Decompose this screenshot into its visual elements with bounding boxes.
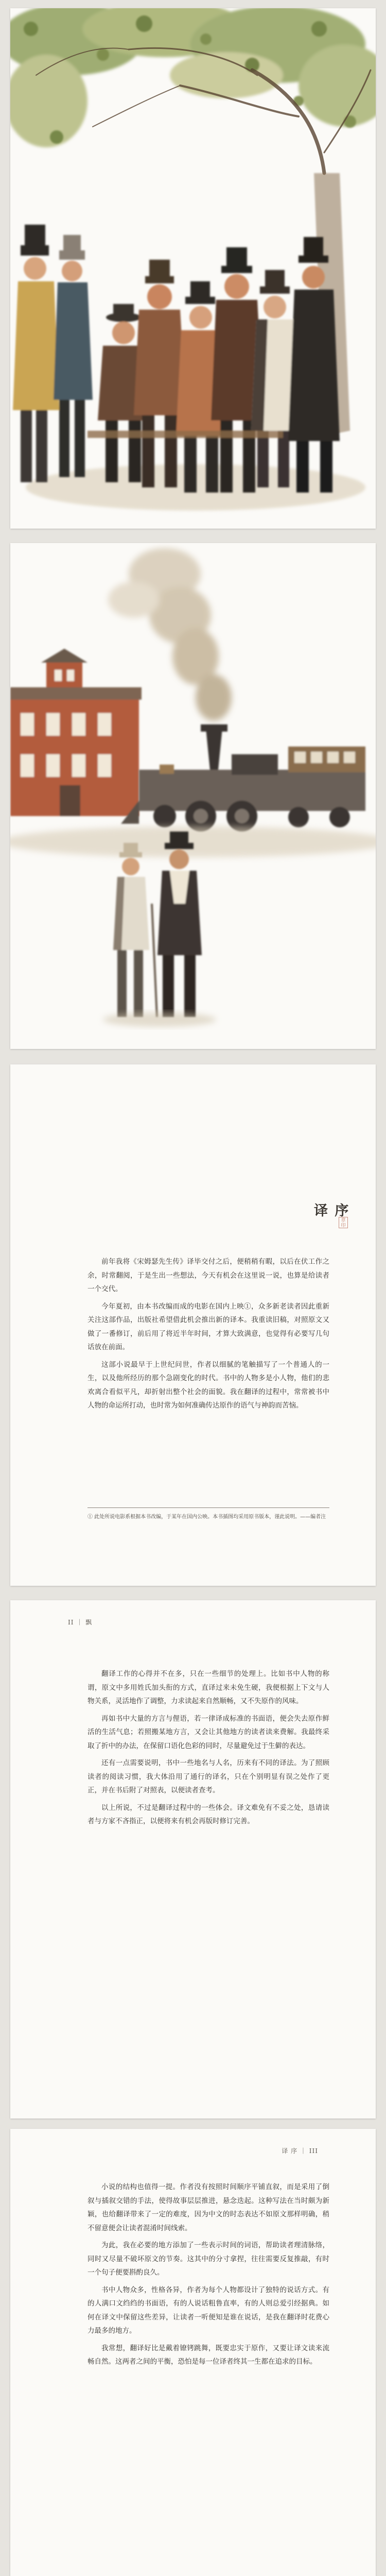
illustration-page-2	[10, 543, 376, 1049]
page-5-body	[87, 2180, 329, 2372]
preface-body	[87, 1255, 329, 1416]
page-5-paragraph-1: 小说的结构也值得一提。作者没有按照时间顺序平铺直叙，而是采用了倒叙与插叙交错的手法，使得故事层层推进，悬念迭起。这种写法在当时颇为新颖，也给翻译带来了一定的难度，因为中文的时态表达不如原文那样明确，稍不留意便会让读者混淆时间线索。	[87, 2183, 329, 2232]
preface-paragraph-1: 前年我将《宋姆瑟先生传》译毕交付之后，便稍稍有暇，以后在伏工作之余，时常翻阅，于是生出一些想法，今天有机会在这里说一说，也算是给读者一个交代。	[87, 1258, 329, 1293]
crowd-figures	[13, 225, 340, 493]
railway-station-watercolor-illustration	[10, 543, 376, 1049]
two-men-figures	[113, 832, 202, 1017]
crowd-watercolor-illustration	[10, 8, 376, 529]
text-page-4	[10, 1600, 376, 2119]
page-4-paragraph-2: 再如书中大量的方言与俚语，若一律译成标准的书面语，便会失去原作鲜活的生活气息；若照搬某地方言，又会让其他地方的读者读来费解。我最终采取了折中的办法，在保留口语化色彩的同时，尽量避免过于生僻的表达。	[87, 1714, 329, 1750]
preface-paragraph-3: 这部小说最早于上世纪问世，作者以细腻的笔触描写了一个普通人的一生，以及他所经历的那个急剧变化的时代。书中的人物多是小人物，他们的悲欢离合看似平凡，却折射出整个社会的面貌。我在翻译的过程中，常常被书中人物的命运所打动，也时常为如何准确传达原作的语气与神韵而苦恼。	[87, 1360, 329, 1410]
footnote: ① 此处所说电影系根据本书改编，于某年在国内公映。本书插图均采用原书版本，谨此说明。——编者注	[87, 1514, 326, 1520]
page-4-paragraph-3: 还有一点需要说明，书中一些地名与人名，历来有不同的译法。为了照顾读者的阅读习惯，我大体沿用了通行的译名，只在个别明显有误之处作了更正，并在书后附了对照表，以便读者查考。	[87, 1759, 329, 1794]
illustration-page-1	[10, 8, 376, 529]
preface-page	[10, 1064, 376, 1586]
page-4-paragraph-1: 翻译工作的心得并不在多，只在一些细节的处理上。比如书中人物的称谓，原文中多用姓氏加头衔的方式，直译过来未免生硬，我便根据上下文与人物关系，灵活地作了调整，力求读起来自然顺畅，又不失原作的风味。	[87, 1670, 329, 1705]
page-5-paragraph-3: 书中人物众多，性格各异，作者为每个人物都设计了独特的说话方式。有的人满口文绉绉的书面语，有的人说话粗鲁直率，有的人则总爱引经据典。如何在译文中保留这些差异，让读者一听便知是谁在说话，是我在翻译时花费心力最多的地方。	[87, 2285, 329, 2335]
preface-paragraph-2: 今年夏初，由本书改编而成的电影在国内上映①，众多新老读者因此重新关注这部作品，出版社希望借此机会推出新的译本。我重读旧稿，对照原文又做了一番修订，前后用了将近半年时间，才算大致满意，也觉得有必要写几句话放在前面。	[87, 1302, 329, 1351]
page-5-paragraph-2: 为此，我在必要的地方添加了一些表示时间的词语，帮助读者理清脉络，同时又尽量不破坏原文的节奏。这其中的分寸拿捏，往往需要反复推敲，有时一个句子便要斟酌良久。	[87, 2241, 329, 2277]
steam-locomotive	[121, 724, 365, 832]
station-building	[10, 649, 142, 816]
page-5-paragraph-4: 我常想，翻译好比是戴着镣铐跳舞，既要忠实于原作，又要让译文读来流畅自然。这两者之间的平衡，恐怕是每一位译者终其一生都在追求的目标。	[87, 2344, 329, 2366]
text-page-5	[10, 2129, 376, 2576]
page-4-paragraph-4: 以上所说，不过是翻译过程中的一些体会。译文难免有不妥之处，恳请读者与方家不吝指正，以便将来有机会再版时修订完善。	[87, 1803, 329, 1825]
running-head-left: II ｜ 飘	[68, 1619, 93, 1626]
running-head-right: 译 序 ｜ III	[282, 2147, 318, 2155]
seal-stamp-icon: 章印	[339, 1217, 348, 1228]
preface-title: 译 序	[314, 1203, 350, 1219]
footnote-divider	[87, 1507, 329, 1508]
page-4-body	[87, 1667, 329, 1832]
